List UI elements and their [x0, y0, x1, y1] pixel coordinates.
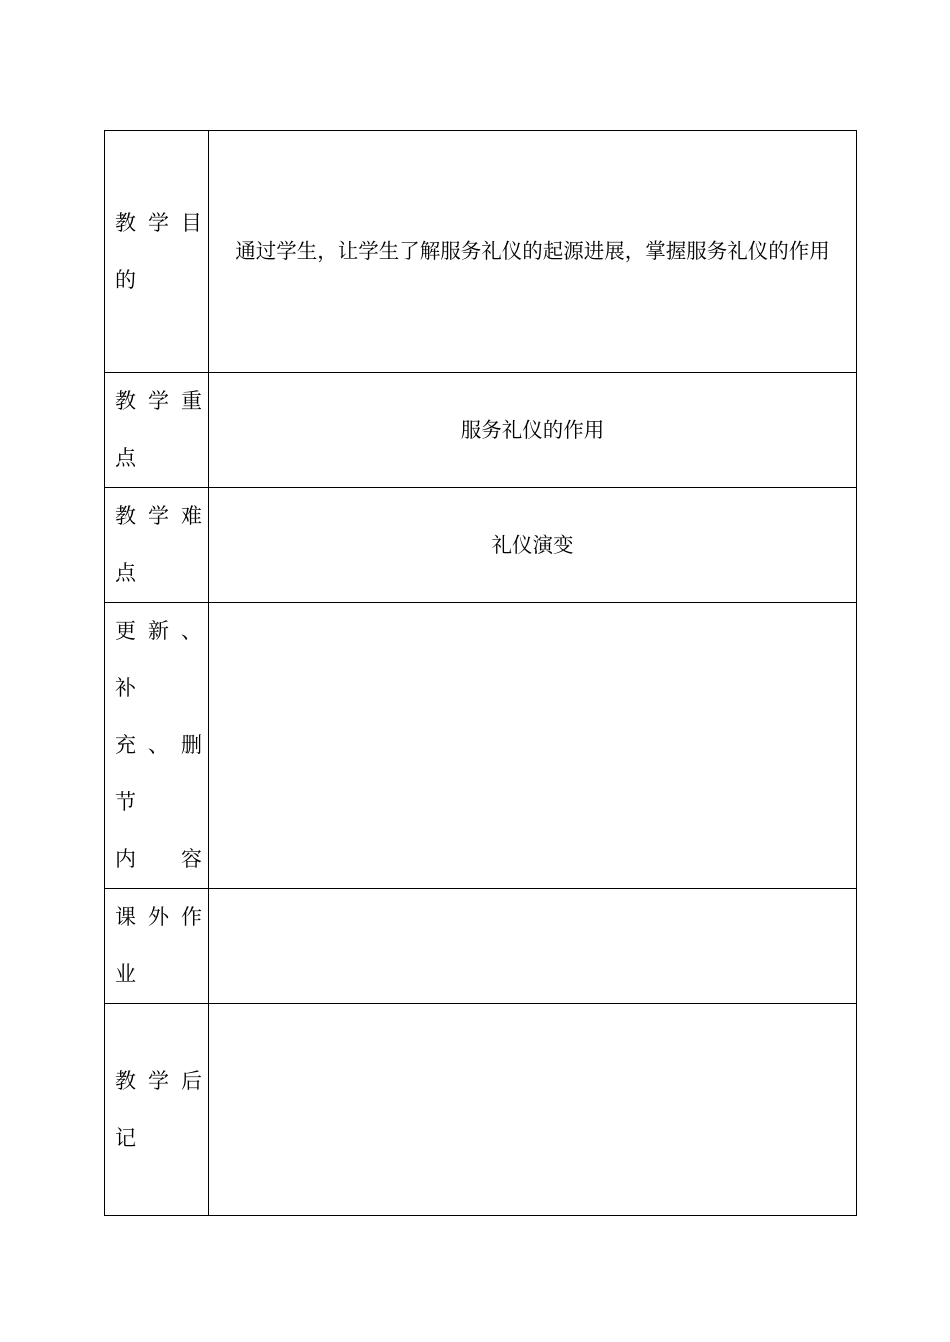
label-line: [115, 488, 202, 545]
label-teaching-reflection: [105, 1004, 209, 1216]
label-line: [115, 831, 202, 888]
label-key-point: [105, 373, 209, 488]
label-char: 教: [115, 389, 136, 413]
label-char: 学: [148, 210, 169, 235]
row-teaching-reflection: [105, 1004, 857, 1216]
label-char: 充: [115, 733, 136, 757]
label-char: 作: [181, 905, 202, 929]
label-char: 教: [115, 504, 136, 528]
label-char: 删: [181, 733, 202, 757]
label-line: 补: [115, 676, 136, 700]
row-update-content: [105, 603, 857, 889]
label-char: 课: [115, 905, 136, 929]
label-char: 容: [181, 847, 202, 871]
label-char: 学: [148, 1068, 169, 1093]
label-char: 学: [148, 389, 169, 413]
label-line: 点: [115, 561, 136, 585]
label-char: 更: [115, 619, 136, 643]
label-char: 难: [181, 504, 202, 528]
label-char: 重: [181, 389, 202, 413]
label-char: 目: [181, 210, 202, 235]
label-char: 、: [148, 733, 169, 757]
teaching-objective-text: 通过学生，让学生了解服务礼仪的起源进展，掌握服务礼仪的作用: [235, 239, 830, 263]
label-line: [115, 1053, 202, 1110]
content-update-content: [209, 603, 857, 889]
label-line: 记: [115, 1125, 136, 1150]
label-line: 节: [115, 790, 136, 814]
label-line: 业: [115, 962, 136, 986]
label-update-content: [105, 603, 209, 889]
label-line: [115, 717, 202, 774]
label-char: 后: [181, 1068, 202, 1093]
row-difficult-point: [105, 488, 857, 603]
label-homework: [105, 889, 209, 1004]
label-char: 学: [148, 504, 169, 528]
label-line: [115, 603, 202, 660]
row-teaching-objective: [105, 131, 857, 373]
content-teaching-objective: [209, 131, 857, 373]
difficult-point-text: 礼仪演变: [491, 532, 574, 557]
key-point-text: 服务礼仪的作用: [460, 417, 605, 442]
label-line: 的: [115, 267, 136, 292]
row-homework: [105, 889, 857, 1004]
label-line: [115, 889, 202, 946]
label-char: 、: [181, 619, 202, 643]
label-char: [148, 831, 169, 888]
row-key-point: [105, 373, 857, 488]
content-key-point: [209, 373, 857, 488]
label-char: 内: [115, 847, 136, 871]
lesson-plan-table: [104, 130, 857, 1216]
label-line: [115, 373, 202, 430]
label-line: 点: [115, 446, 136, 470]
label-char: 教: [115, 1068, 136, 1093]
label-char: 外: [148, 905, 169, 929]
label-difficult-point: [105, 488, 209, 603]
content-difficult-point: [209, 488, 857, 603]
content-teaching-reflection: [209, 1004, 857, 1216]
label-char: 教: [115, 210, 136, 235]
label-char: 新: [148, 619, 169, 643]
label-line: [115, 195, 202, 252]
content-homework: [209, 889, 857, 1004]
label-teaching-objective: [105, 131, 209, 373]
